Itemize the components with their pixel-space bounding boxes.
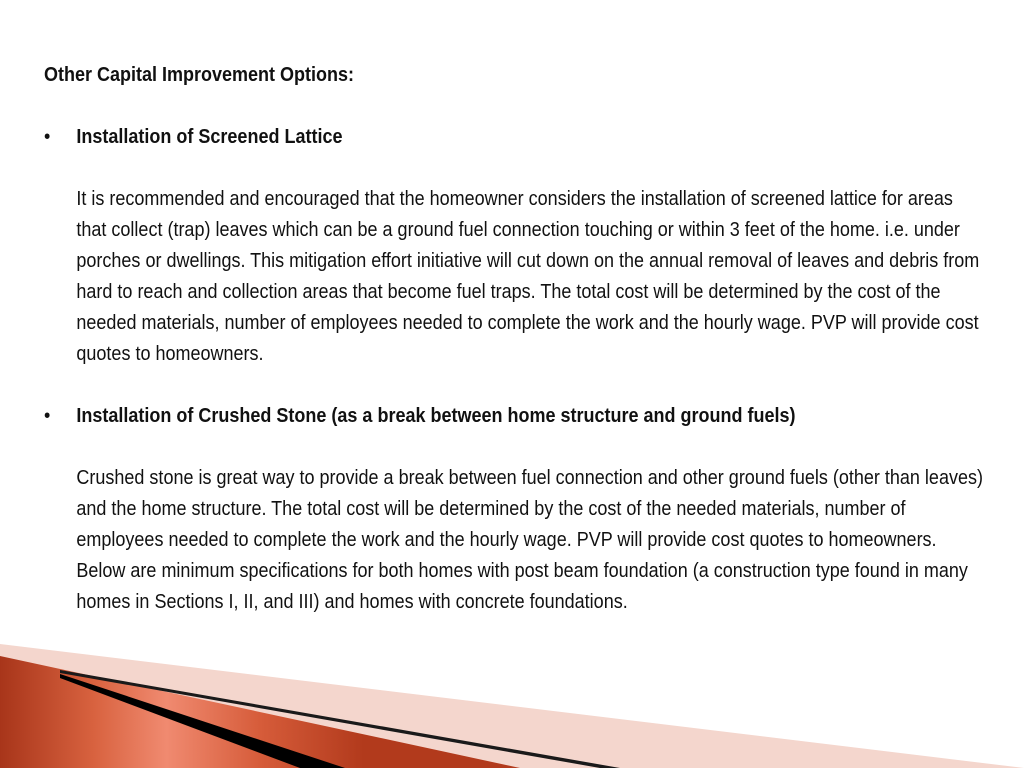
bullet-icon: • [44,405,51,427]
red-wedge [0,656,520,768]
slide-content [44,60,984,618]
bullet-body: Crushed stone is great way to provide a break between fuel connection and other ground fuels (other than leaves) and the home structure. The total cost will be determined by the cost of the needed materials, number of employees needed to complete the work and the hourly wage. PVP will provide cost quotes to homeowners. Below are minimum specifications for both homes with post beam foundation (a construction type found in many homes in Sections I, II, and III) and homes with concrete foundations. [76,467,983,613]
bullet-item-lattice [44,122,984,153]
black-stripe [60,674,345,768]
bullet-title: Installation of Screened Lattice [76,126,343,148]
bullet-title: Installation of Crushed Stone (as a break between home structure and ground fuels) [76,405,796,427]
pale-wedge [0,644,1024,768]
bullet-body: It is recommended and encouraged that the homeowner considers the installation of screened lattice for areas that collect (trap) leaves which can be a ground fuel connection touching or within 3 feet of the home. i.e. under porches or dwellings. This mitigation effort initiative will cut down on the annual removal of leaves and debris from hard to reach and collection areas that become fuel traps. The total cost will be determined by the cost of the needed materials, number of employees needed to complete the work and the hourly wage. PVP will provide cost quotes to homeowners. [76,188,980,365]
bullet-item-crushed-stone [44,401,984,432]
slide-heading: Other Capital Improvement Options: [44,64,355,86]
black-stripe-thin [60,670,620,768]
decorative-swoosh [0,638,1024,768]
bullet-icon: • [44,126,51,148]
